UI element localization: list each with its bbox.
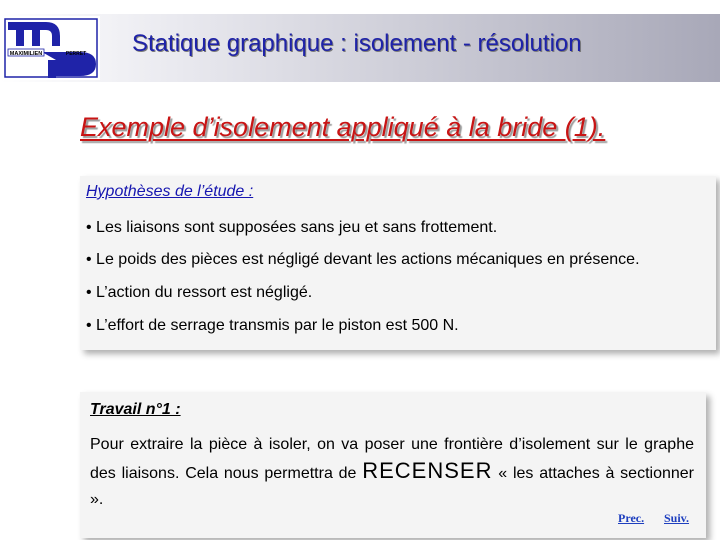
hypotheses-panel — [80, 176, 716, 350]
hypothesis-item: • L’action du ressort est négligé. — [86, 284, 313, 301]
travail-panel — [80, 392, 706, 538]
hypothesis-item: • Le poids des pièces est négligé devant les actions mécaniques en présence. — [86, 251, 640, 268]
slide-subtitle: Exemple d’isolement appliqué à la bride (1). — [80, 112, 606, 142]
logo-top-text: MAXIMILIEN — [9, 51, 43, 57]
hypothesis-item: • L’effort de serrage transmis par le piston est 500 N. — [86, 317, 459, 334]
prev-link[interactable]: Prec. — [618, 511, 645, 525]
logo — [2, 16, 100, 80]
hypotheses-title: Hypothèses de l’étude : — [86, 183, 254, 200]
travail-paragraph — [90, 432, 694, 513]
hypothesis-item: • Les liaisons sont supposées sans jeu et sans frottement. — [86, 219, 498, 236]
travail-emphasis: RECENSER — [362, 458, 493, 483]
next-link[interactable]: Suiv. — [664, 511, 690, 525]
travail-text-part1: Pour extraire la pièce à isoler, on va poser une frontière d’isolement sur le graphe des liaisons. Cela nous permettra de — [90, 436, 694, 482]
page-title: Statique graphique : isolement - résolution — [132, 30, 582, 57]
travail-text-part2: « les attaches à sectionner ». — [90, 465, 695, 508]
travail-title: Travail n°1 : — [90, 401, 181, 418]
logo-side-text: PERRET — [65, 51, 87, 57]
